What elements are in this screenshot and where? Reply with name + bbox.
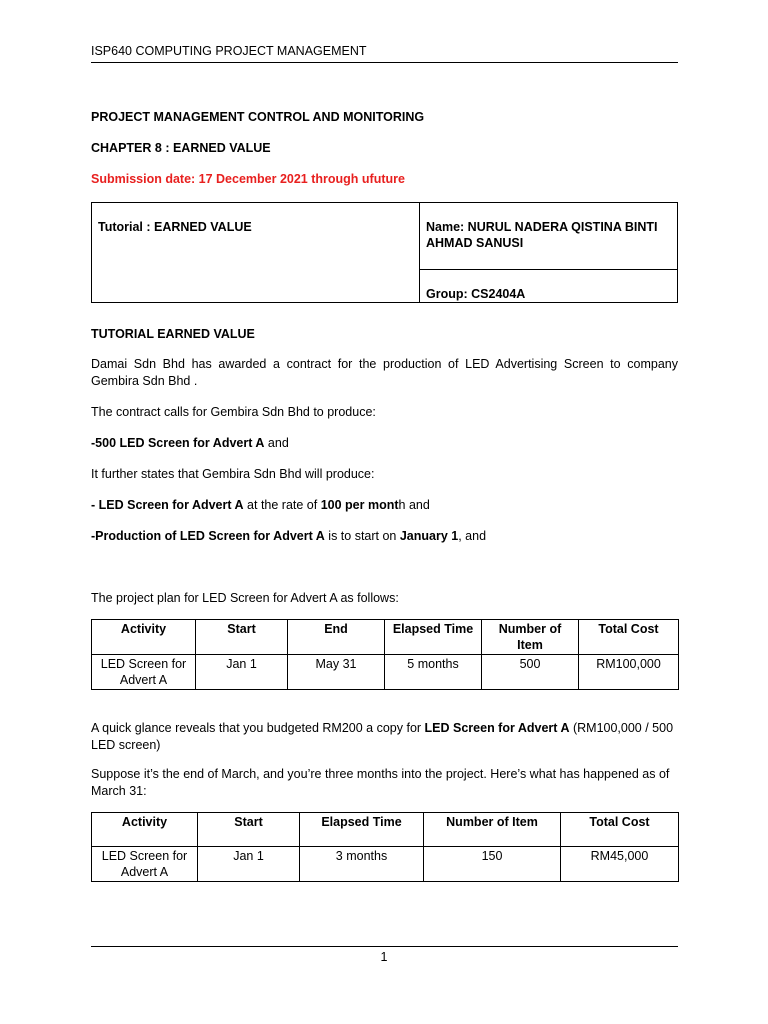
- table-cell: 5 months: [385, 655, 482, 690]
- column-header: Start: [198, 813, 300, 847]
- item3-a: -Production of LED Screen for Advert A: [91, 529, 325, 543]
- submission-date: Submission date: 17 December 2021 through ufuture: [91, 172, 405, 186]
- item3-c: January 1: [399, 529, 459, 543]
- student-info-table: [91, 202, 678, 303]
- table-cell: LED Screen for Advert A: [92, 655, 196, 690]
- item1-bold: -500 LED Screen for Advert A: [91, 436, 265, 450]
- project-plan-table: [91, 619, 679, 690]
- column-header: Total Cost: [579, 620, 679, 655]
- table-cell: RM100,000: [579, 655, 679, 690]
- footer-rule: [91, 946, 678, 947]
- student-name-cell: Name: NURUL NADERA QISTINA BINTI AHMAD SANUSI: [420, 203, 678, 270]
- column-header: Start: [196, 620, 288, 655]
- glance-a: A quick glance reveals that you budgeted RM200 a copy for: [91, 721, 425, 735]
- item3-b: is to start on: [324, 529, 400, 543]
- column-header: Elapsed Time: [385, 620, 482, 655]
- contract-calls-paragraph: The contract calls for Gembira Sdn Bhd to produce:: [91, 405, 376, 419]
- column-header: End: [288, 620, 385, 655]
- table-cell: LED Screen for Advert A: [92, 847, 198, 882]
- item2-d: h and: [398, 498, 430, 512]
- chapter-title: CHAPTER 8 : EARNED VALUE: [91, 141, 271, 155]
- table-row: [92, 655, 679, 690]
- glance-c: (RM100,000 / 500 LED screen): [91, 721, 674, 752]
- item2-a: - LED Screen for Advert A: [91, 498, 244, 512]
- header-rule: [91, 62, 678, 63]
- column-header: Activity: [92, 813, 198, 847]
- actual-progress-table: [91, 812, 679, 882]
- page-number: 1: [380, 950, 388, 964]
- plan-intro: The project plan for LED Screen for Advert A as follows:: [91, 591, 399, 605]
- column-header: Number of Item: [424, 813, 561, 847]
- item2-b: at the rate of: [243, 498, 321, 512]
- column-header: Number of Item: [482, 620, 579, 655]
- page-header: ISP640 COMPUTING PROJECT MANAGEMENT: [91, 44, 367, 58]
- column-header: Total Cost: [561, 813, 679, 847]
- table-cell: 500: [482, 655, 579, 690]
- table-cell: Jan 1: [198, 847, 300, 882]
- further-paragraph: It further states that Gembira Sdn Bhd will produce:: [91, 467, 375, 481]
- document-body: [91, 109, 678, 882]
- column-header: Elapsed Time: [300, 813, 424, 847]
- item-rate: [91, 497, 678, 514]
- column-header: Activity: [92, 620, 196, 655]
- item2-c: 100 per mont: [320, 498, 399, 512]
- item1-rest: and: [264, 436, 289, 450]
- item-start: [91, 528, 678, 545]
- table-row: [92, 847, 679, 882]
- glance-b: LED Screen for Advert A: [424, 721, 570, 735]
- item-500-screens: [91, 435, 678, 452]
- intro-paragraph: Damai Sdn Bhd has awarded a contract for the production of LED Advertising Screen to company Gembira Sdn Bhd .: [91, 357, 678, 388]
- item3-d: , and: [458, 529, 487, 543]
- table-cell: Jan 1: [196, 655, 288, 690]
- suppose-paragraph: Suppose it’s the end of March, and you’re three months into the project. Here’s what has happened as of March 31:: [91, 767, 670, 798]
- table-header-row: [92, 813, 679, 847]
- table-cell: 3 months: [300, 847, 424, 882]
- table-cell: 150: [424, 847, 561, 882]
- group-cell: Group: CS2404A: [420, 270, 678, 303]
- table-header-row: [92, 620, 679, 655]
- budget-paragraph: [91, 720, 678, 754]
- table-cell: May 31: [288, 655, 385, 690]
- main-title: PROJECT MANAGEMENT CONTROL AND MONITORING: [91, 110, 425, 124]
- section-title: TUTORIAL EARNED VALUE: [91, 327, 255, 341]
- table-cell: RM45,000: [561, 847, 679, 882]
- tutorial-cell: Tutorial : EARNED VALUE: [92, 203, 420, 303]
